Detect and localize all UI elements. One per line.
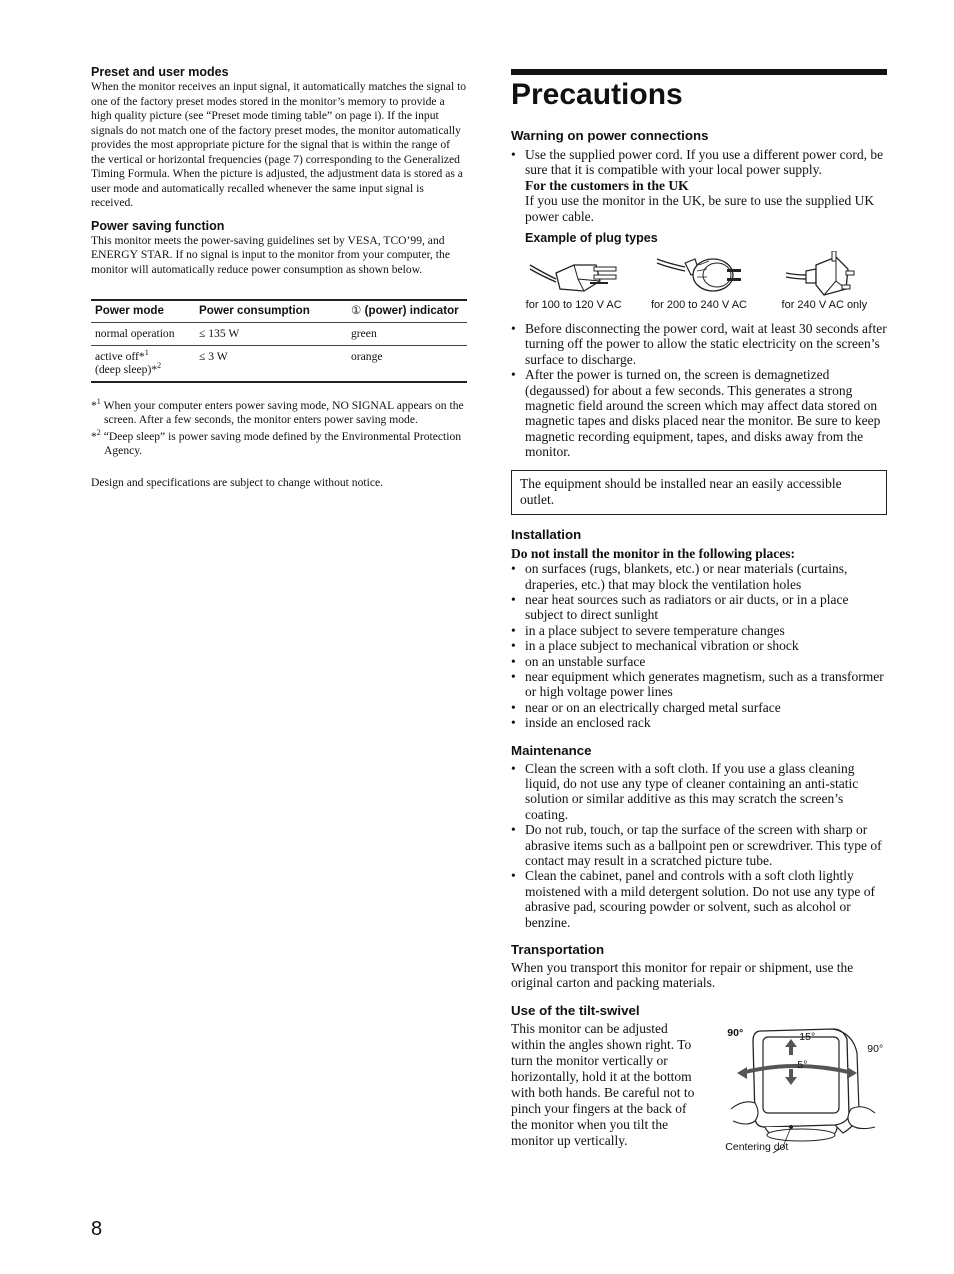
power-icon: ① — [351, 304, 362, 317]
plug-type-1 — [511, 251, 636, 311]
col-indicator: ① (power) indicator — [347, 300, 467, 323]
transportation-heading: Transportation — [511, 942, 605, 958]
col-power-consumption: Power consumption — [195, 300, 347, 323]
page-title: Precautions — [511, 78, 683, 111]
list-item: • on surfaces (rugs, blankets, etc.) or near materials (curtains, draperies, etc.) that may block the ventilation holes — [511, 561, 887, 592]
list-item: • Do not rub, touch, or tap the surface of the screen with sharp or abrasive items such as a ballpoint pen or screwdriver. This type of contact may result in a scratched picture tube. — [511, 822, 887, 868]
list-item: • on an unstable surface — [511, 654, 887, 669]
list-item: • inside an enclosed rack — [511, 715, 887, 730]
maintenance-heading: Maintenance — [511, 742, 592, 758]
power-saving-body: This monitor meets the power-saving guidelines set by VESA, TCO’99, and ENERGY STAR. If no signal is input to the monitor from your computer, the monitor will automatically reduce power consumption as shown below. — [91, 233, 450, 276]
title-rule — [511, 69, 887, 112]
installation-list — [511, 561, 887, 730]
eu-plug-icon — [651, 251, 747, 297]
list-item: • in a place subject to mechanical vibration or shock — [511, 638, 887, 653]
tilt-swivel-figure — [725, 1023, 887, 1163]
uk-plug-icon — [776, 251, 872, 297]
plug-type-3 — [762, 251, 887, 311]
list-item: • near heat sources such as radiators or air ducts, or in a place subject to direct sunlight — [511, 592, 887, 623]
transportation-body: When you transport this monitor for repair or shipment, use the original carton and packing materials. — [511, 960, 854, 991]
plug-types-heading: Example of plug types — [525, 231, 658, 246]
list-item: • near equipment which generates magnetism, such as a transformer or high voltage power lines — [511, 669, 887, 700]
discharge-list — [511, 321, 887, 460]
list-item: • Use the supplied power cord. If you use a different power cord, be sure that it is compatible with your local power supply. For the customers in the UK If you use the monitor in the UK, be sure to use the supplied UK power cable. — [511, 147, 887, 224]
centering-dot-caption: Centering dot — [725, 1140, 789, 1153]
preset-heading: Preset and user modes — [91, 65, 229, 79]
tilt-label-right: 90° — [867, 1042, 884, 1055]
list-item: • in a place subject to severe temperature changes — [511, 623, 887, 638]
list-item: • After the power is turned on, the screen is demagnetized (degaussed) for about a few seconds. This generates a strong magnetic field around the screen which may affect data stored on magnetic tapes and disks placed near the monitor. Be sure to keep magnetic recording equipment, tapes, and disks away from the monitor. — [511, 367, 887, 459]
list-item: • Before disconnecting the power cord, wait at least 30 seconds after turning off the power to allow the static electricity on the screen’s surface to discharge. — [511, 321, 887, 367]
tilt-label-up: 15° — [799, 1030, 816, 1043]
installation-heading: Installation — [511, 526, 582, 542]
tilt-label-left: 90° — [727, 1026, 744, 1039]
preset-body: When the monitor receives an input signal, it automatically matches the signal to one of the factory preset modes stored in the monitor’s memory to provide a high quality picture (see “Preset mode timing table” on page i). If the input signals do not match one of the factory preset modes, the monitor automatically provides the most appropriate picture for the signal that is within the range of the vertical or horizontal frequencies (page 7) corresponding to the Generalized Timing Formula. When the picture is adjusted, the adjustment data is stored as a user mode and automatically recalled whenever the same input signal is received. — [91, 80, 467, 209]
plug-caption: for 240 V AC only — [781, 299, 868, 312]
col-power-mode: Power mode — [91, 300, 195, 323]
table-header-row — [91, 300, 467, 323]
maintenance-list — [511, 761, 887, 930]
cell-mode: active off*$^1$ (deep sleep)*$^2$ — [91, 346, 195, 383]
footnote-2: *$^2$ “Deep sleep” is power saving mode defined by the Environmental Protection Agency. — [91, 428, 462, 457]
power-mode-table — [91, 299, 467, 383]
cell-consumption: ≤ 3 W — [195, 346, 347, 383]
cell-mode: normal operation — [91, 323, 195, 346]
footnote-1: *$^1$ When your computer enters power saving mode, NO SIGNAL appears on the screen. After a few seconds, the monitor enters power saving mode. — [91, 397, 464, 426]
warning-heading: Warning on power connections — [511, 128, 709, 143]
tilt-section — [511, 1019, 887, 1163]
plug-caption: for 200 to 240 V AC — [650, 299, 747, 312]
design-note: Design and specifications are subject to change without notice. — [91, 476, 384, 489]
list-item: • Clean the cabinet, panel and controls with a soft cloth lightly moistened with a mild detergent solution. Do not use any type of abrasive pad, scouring powder or solvent, such as alcohol or benzine. — [511, 868, 887, 930]
list-item: • near or on an electrically charged metal surface — [511, 700, 887, 715]
right-column — [511, 69, 887, 1163]
plug-types — [511, 251, 887, 311]
table-row — [91, 346, 467, 383]
list-item: • Clean the screen with a soft cloth. If you use a glass cleaning liquid, do not use any type of cleaner containing an anti-static solution or similar additive as this may scratch the screen’s coating. — [511, 761, 887, 823]
warning-list — [511, 147, 887, 224]
cell-indicator: orange — [347, 346, 467, 383]
installation-subheading: Do not install the monitor in the following places: — [511, 545, 796, 561]
tilt-label-down: 5° — [797, 1058, 808, 1071]
left-column — [91, 64, 467, 491]
page-number: 8 — [91, 1218, 103, 1240]
tilt-body: This monitor can be adjusted within the angles shown right. To turn the monitor vertically or horizontally, hold it at the bottom with both hands. Be careful not to pinch your fingers at the back of the monitor when you tilt the monitor up vertically. — [511, 1020, 695, 1148]
power-saving-heading: Power saving function — [91, 218, 225, 233]
tilt-heading: Use of the tilt-swivel — [511, 1002, 640, 1018]
cell-consumption: ≤ 135 W — [195, 323, 347, 346]
footnotes — [91, 399, 467, 458]
plug-type-2 — [636, 251, 761, 311]
us-plug-icon — [526, 251, 622, 297]
plug-caption: for 100 to 120 V AC — [525, 299, 622, 312]
table-row — [91, 323, 467, 346]
cell-indicator: green — [347, 323, 467, 346]
install-note-box: The equipment should be installed near an easily accessible outlet. — [511, 470, 887, 515]
